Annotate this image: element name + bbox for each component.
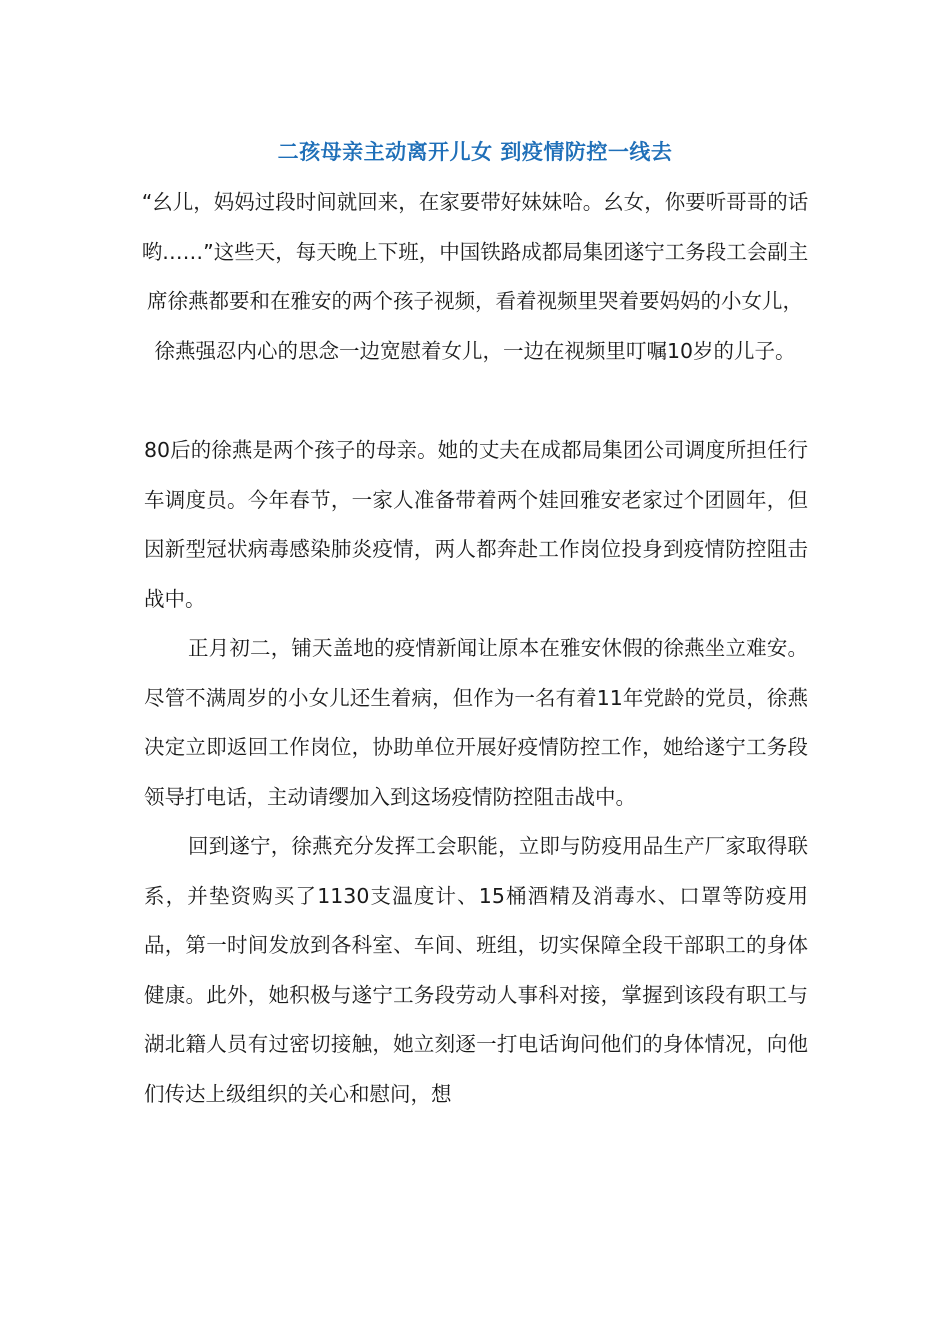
body-paragraph: 回到遂宁，徐燕充分发挥工会职能，立即与防疫用品生产厂家取得联系，并垫资购买了1130支温度计、15桶酒精及消毒水、口罩等防疫用品，第一时间发放到各科室、车间、班组，切实保障全段干部职工的身体健康。此外，她积极与遂宁工务段劳动人事科对接，掌握到该段有职工与湖北籍人员有过密切接触，她立刻逐一打电话询问他们的身体情况，向他们传达上级组织的关心和慰问，想: [144, 834, 808, 1106]
article-title: 二孩母亲主动离开儿女 到疫情防控一线去: [277, 140, 673, 164]
body-paragraph: 80后的徐燕是两个孩子的母亲。她的丈夫在成都局集团公司调度所担任行车调度员。今年春节，一家人准备带着两个娃回雅安老家过个团圆年，但因新型冠状病毒感染肺炎疫情，两人都奔赴工作岗位投身到疫情防控阻击战中。: [144, 438, 808, 611]
body-paragraph: 正月初二，铺天盖地的疫情新闻让原本在雅安休假的徐燕坐立难安。尽管不满周岁的小女儿还生着病，但作为一名有着11年党龄的党员，徐燕决定立即返回工作岗位，协助单位开展好疫情防控工作，她给遂宁工务段领导打电话，主动请缨加入到这场疫情防控阻击战中。: [144, 636, 808, 809]
article-body: [144, 426, 808, 1119]
intro-paragraph: “幺儿，妈妈过段时间就回来，在家要带好妹妹哈。幺女，你要听哥哥的话哟……”这些天，每天晚上下班，中国铁路成都局集团遂宁工务段工会副主席徐燕都要和在雅安的两个孩子视频，看着视频里哭着要妈妈的小女儿，徐燕强忍内心的思念一边宽慰着女儿，一边在视频里叮嘱10岁的儿子。: [141, 190, 809, 363]
